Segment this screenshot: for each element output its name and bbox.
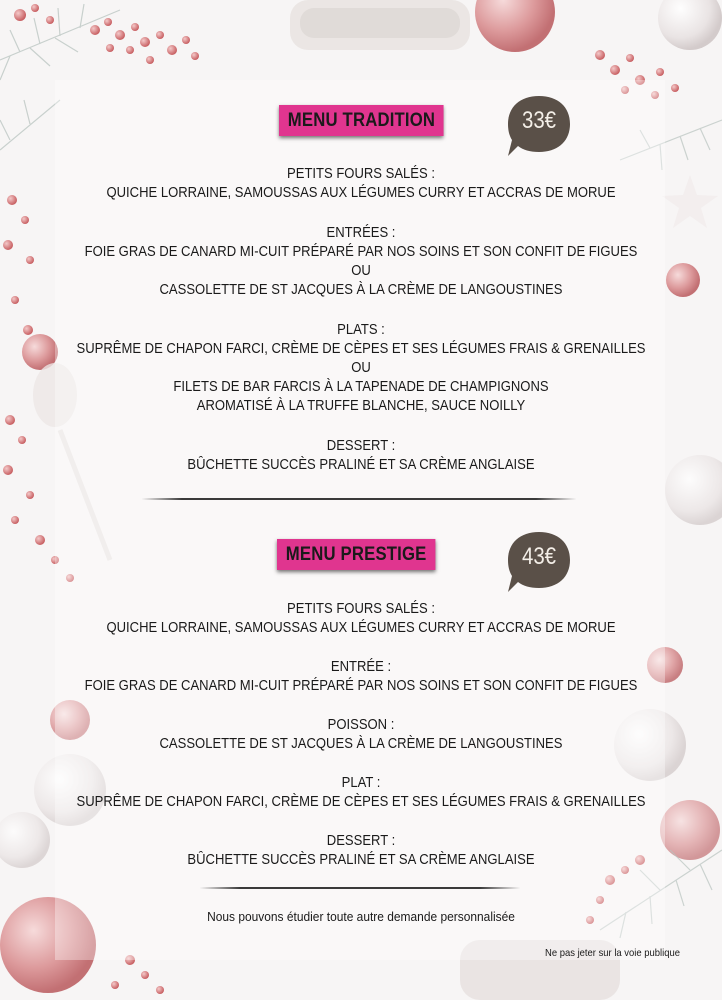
custom-request-note: Nous pouvons étudier toute autre demande personnalisée [207, 909, 515, 924]
course-plat [0, 774, 722, 812]
course-heading: PLATS : [337, 322, 385, 338]
course-line: CASSOLETTE DE ST JACQUES À LA CRÈME DE LANGOUSTINES [159, 282, 563, 298]
course-line: SUPRÊME DE CHAPON FARCI, CRÈME DE CÈPES ET SES LÉGUMES FRAIS & GRENAILLES [76, 794, 646, 810]
course-line: AROMATISÉ À LA TRUFFE BLANCHE, SAUCE NOILLY [196, 398, 526, 414]
section-divider [200, 887, 520, 889]
course-dessert [0, 832, 722, 870]
course-line: BÛCHETTE SUCCÈS PRALINÉ ET SA CRÈME ANGLAISE [187, 852, 535, 868]
course-line: FOIE GRAS DE CANARD MI-CUIT PRÉPARÉ PAR NOS SOINS ET SON CONFIT DE FIGUES [84, 244, 638, 260]
course-heading: DESSERT : [326, 833, 396, 849]
price-label: 43€ [521, 543, 557, 570]
section-divider [142, 498, 576, 500]
legal-note: Ne pas jeter sur la voie publique [544, 947, 680, 959]
course-petits-fours [0, 165, 722, 203]
course-heading: DESSERT : [326, 438, 396, 454]
course-plats [0, 321, 722, 416]
course-line: FOIE GRAS DE CANARD MI-CUIT PRÉPARÉ PAR NOS SOINS ET SON CONFIT DE FIGUES [84, 678, 638, 694]
course-line: FILETS DE BAR FARCIS À LA TAPENADE DE CHAMPIGNONS [173, 379, 549, 395]
course-line: CASSOLETTE DE ST JACQUES À LA CRÈME DE LANGOUSTINES [159, 736, 563, 752]
course-entrees [0, 224, 722, 300]
course-heading: ENTRÉES : [326, 225, 396, 241]
course-heading: PLAT : [341, 775, 381, 791]
course-line: BÛCHETTE SUCCÈS PRALINÉ ET SA CRÈME ANGLAISE [187, 457, 535, 473]
course-heading: PETITS FOURS SALÉS : [287, 601, 435, 617]
menu-prestige-title: MENU PRESTIGE [277, 539, 435, 570]
course-line: OU [351, 360, 371, 376]
course-line: OU [351, 263, 371, 279]
menu-tradition-price-bubble [506, 94, 572, 154]
course-dessert [0, 437, 722, 475]
menu-tradition-title: MENU TRADITION [279, 105, 444, 136]
course-heading: POISSON : [327, 717, 395, 733]
course-line: SUPRÊME DE CHAPON FARCI, CRÈME DE CÈPES ET SES LÉGUMES FRAIS & GRENAILLES [76, 341, 646, 357]
course-entree [0, 658, 722, 696]
course-line: QUICHE LORRAINE, SAMOUSSAS AUX LÉGUMES CURRY ET ACCRAS DE MORUE [106, 185, 616, 201]
course-petits-fours [0, 600, 722, 638]
menu-prestige-price-bubble [506, 530, 572, 590]
course-poisson [0, 716, 722, 754]
price-label: 33€ [521, 107, 557, 134]
course-heading: ENTRÉE : [330, 659, 392, 675]
course-line: QUICHE LORRAINE, SAMOUSSAS AUX LÉGUMES CURRY ET ACCRAS DE MORUE [106, 620, 616, 636]
course-heading: PETITS FOURS SALÉS : [287, 166, 435, 182]
